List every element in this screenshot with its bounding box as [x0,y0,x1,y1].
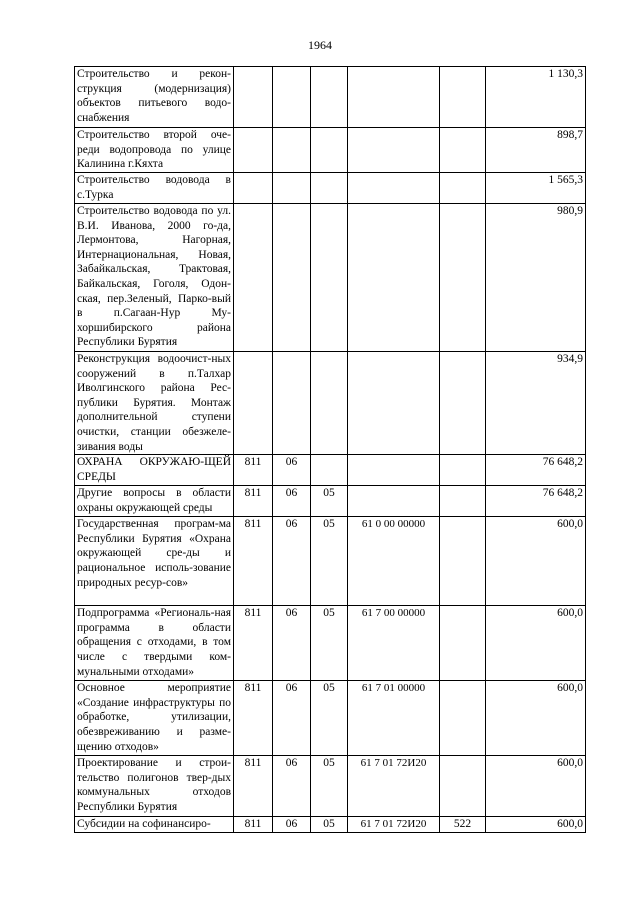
cell-csr: 61 7 00 00000 [348,606,440,681]
cell-csr [348,173,440,204]
table-row [75,67,586,128]
cell-sum: 1 130,3 [486,67,586,128]
cell-pr: 05 [311,486,348,517]
cell-pr [311,67,348,128]
cell-gr [234,204,273,352]
cell-rz: 06 [273,486,311,517]
cell-csr: 61 7 01 72И20 [348,817,440,833]
row-name: Подпрограмма «Региональ-ная программа в области обращения с отходами, в том числе с твердыми ком-мунальными отходами» [75,606,234,681]
cell-rz [273,173,311,204]
cell-vr [440,204,486,352]
table-row [75,606,586,681]
cell-gr [234,352,273,455]
table-row [75,173,586,204]
budget-table [74,66,586,833]
cell-vr [440,517,486,606]
cell-pr [311,455,348,486]
cell-rz: 06 [273,817,311,833]
cell-csr: 61 0 00 00000 [348,517,440,606]
cell-rz: 06 [273,681,311,756]
table-row [75,681,586,756]
cell-csr [348,67,440,128]
cell-vr [440,606,486,681]
cell-gr: 811 [234,606,273,681]
table-row [75,817,586,833]
cell-pr: 05 [311,681,348,756]
cell-csr [348,352,440,455]
cell-pr [311,173,348,204]
cell-pr [311,204,348,352]
cell-pr: 05 [311,517,348,606]
cell-rz: 06 [273,517,311,606]
cell-sum: 600,0 [486,681,586,756]
row-name: ОХРАНА ОКРУЖАЮ-ЩЕЙ СРЕДЫ [75,455,234,486]
row-name: Проектирование и строи-тельство полигонов твер-дых коммунальных отходов Республики Бурятия [75,756,234,817]
row-name: Государственная програм-ма Республики Бурятия «Охрана окружающей сре-ды и рациональное исполь-зование природных ресур-сов» [75,517,234,606]
cell-sum: 600,0 [486,817,586,833]
cell-vr [440,128,486,173]
cell-sum: 600,0 [486,756,586,817]
row-name: Строительство второй оче-реди водопровода по улице Калинина г.Кяхта [75,128,234,173]
cell-gr: 811 [234,817,273,833]
cell-sum: 76 648,2 [486,455,586,486]
cell-csr [348,204,440,352]
cell-pr [311,352,348,455]
table-row [75,756,586,817]
cell-sum: 898,7 [486,128,586,173]
cell-sum: 1 565,3 [486,173,586,204]
cell-vr [440,455,486,486]
cell-pr: 05 [311,606,348,681]
cell-sum: 76 648,2 [486,486,586,517]
row-name: Другие вопросы в области охраны окружающей среды [75,486,234,517]
cell-gr: 811 [234,681,273,756]
cell-rz: 06 [273,455,311,486]
table-row [75,204,586,352]
cell-csr: 61 7 01 72И20 [348,756,440,817]
cell-csr [348,486,440,517]
table-row [75,486,586,517]
cell-sum: 980,9 [486,204,586,352]
cell-gr: 811 [234,486,273,517]
cell-vr: 522 [440,817,486,833]
cell-rz: 06 [273,606,311,681]
cell-rz [273,352,311,455]
cell-gr: 811 [234,756,273,817]
table-row [75,455,586,486]
row-name: Строительство водовода в с.Турка [75,173,234,204]
table-row [75,352,586,455]
cell-gr: 811 [234,517,273,606]
cell-csr [348,128,440,173]
cell-vr [440,681,486,756]
cell-csr: 61 7 01 00000 [348,681,440,756]
cell-sum: 600,0 [486,606,586,681]
cell-rz: 06 [273,756,311,817]
row-name: Субсидии на софинансиро- [75,817,234,833]
row-name: Основное мероприятие «Создание инфраструктуры по обработке, утилизации, обезвреживанию и разме-щению отходов» [75,681,234,756]
row-name: Реконструкция водоочист-ных сооружений в п.Талхар Иволгинского района Рес-публики Бурятия. Монтаж дополнительной ступени очистки, станции обезжеле-зивания воды [75,352,234,455]
table-row [75,517,586,606]
cell-pr: 05 [311,817,348,833]
cell-gr [234,67,273,128]
row-name: Строительство и рекон-струкция (модернизация) объектов питьевого водо-снабжения [75,67,234,128]
cell-sum: 600,0 [486,517,586,606]
cell-vr [440,67,486,128]
cell-vr [440,173,486,204]
cell-sum: 934,9 [486,352,586,455]
cell-rz [273,204,311,352]
cell-gr [234,128,273,173]
cell-pr: 05 [311,756,348,817]
cell-rz [273,128,311,173]
cell-pr [311,128,348,173]
cell-vr [440,756,486,817]
cell-rz [273,67,311,128]
cell-vr [440,486,486,517]
cell-gr [234,173,273,204]
row-name: Строительство водовода по ул. В.И. Иванова, 2000 го-да, Лермонтова, Нагорная, Интернациональная, Новая, Забайкальская, Трактовая, Байкальская, Гоголя, Одон-ская, пер.Зеленый, Парко-вый в п.Сагаан-Нур Му-хоршибирского района Республики Бурятия [75,204,234,352]
cell-vr [440,352,486,455]
page-number: 1964 [308,38,332,52]
cell-gr: 811 [234,455,273,486]
table-row [75,128,586,173]
cell-csr [348,455,440,486]
